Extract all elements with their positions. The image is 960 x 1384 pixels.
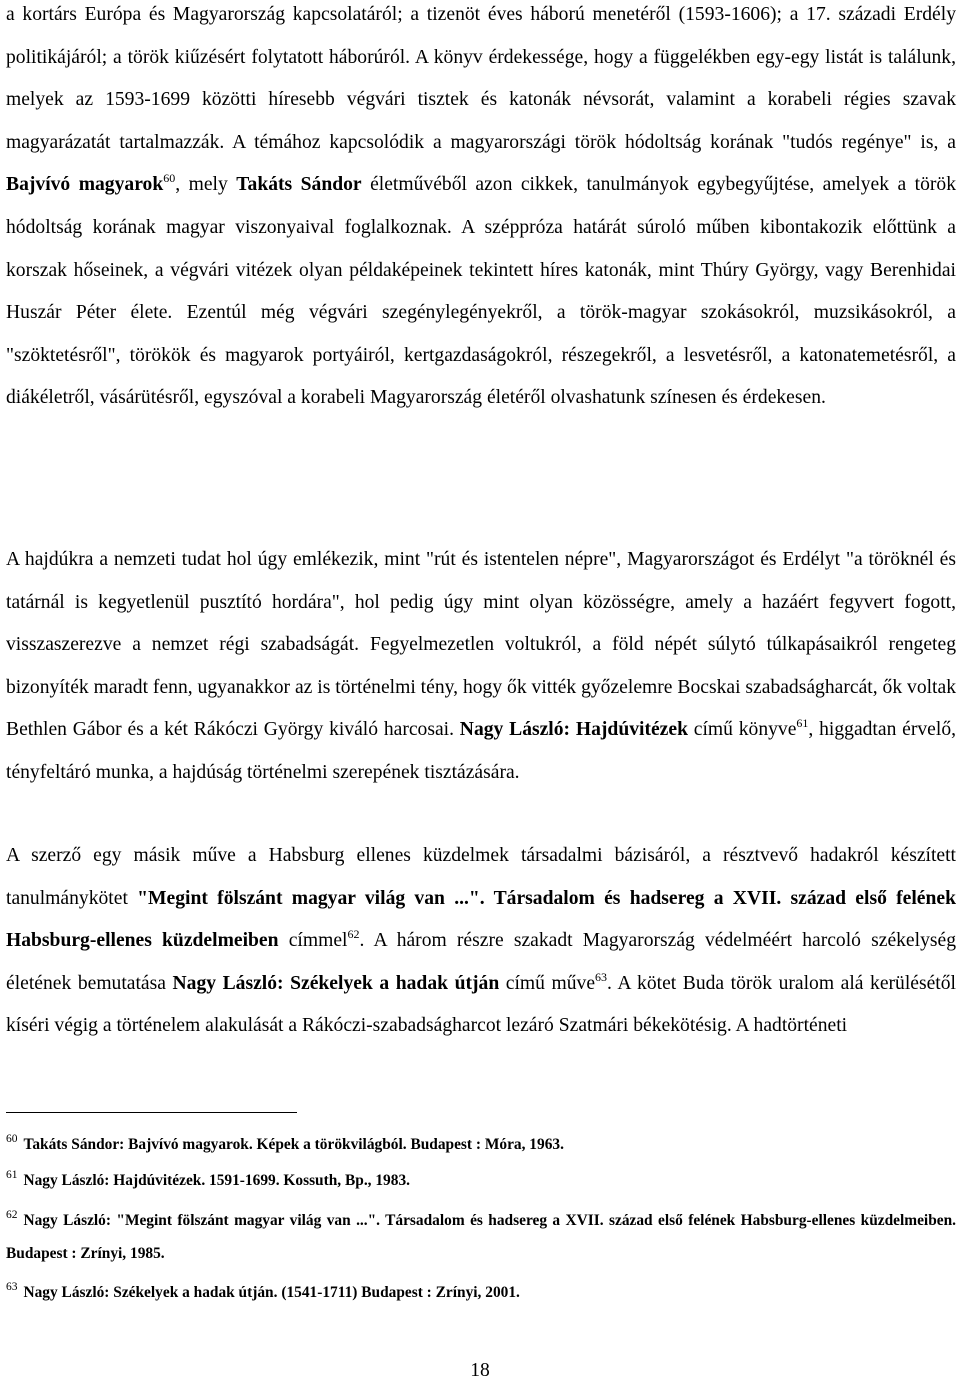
footnote-62 xyxy=(6,1204,956,1270)
body-paragraph-3 xyxy=(6,835,956,1048)
footnote-separator xyxy=(6,1112,297,1113)
bold-title-hajduvitezek: Nagy László: Hajdúvitézek xyxy=(459,719,688,741)
footnote-63 xyxy=(6,1276,956,1309)
text-run: , higgadtan érvelő, tényfeltáró munka, a hajdúság történelmi szerepének tisztázására. xyxy=(6,719,957,783)
text-run: címmel xyxy=(278,930,348,952)
text-run: A szerző egy másik műve a Habsburg ellenes küzdelmek társadalmi bázisáról, a résztvevő hadakról készített tanulmánykötet xyxy=(6,845,956,909)
text-run: . A kötet Buda török uralom alá kerülésétől kíséri végig a történelem alakulását a Rákóczi-szabadságharcot lezáró Szatmári békekötésig. A hadtörténeti xyxy=(6,972,956,1037)
text-run: című műve xyxy=(499,972,596,994)
footnote-ref-60[interactable]: 60 xyxy=(163,171,176,186)
bold-title-szekelyek: Nagy László: Székelyek a hadak útján xyxy=(172,972,500,994)
footnote-number: 62 xyxy=(6,1209,18,1221)
text-run: , mely xyxy=(175,174,237,196)
body-paragraph-1 xyxy=(6,0,956,420)
footnote-60 xyxy=(6,1128,956,1161)
text-run: a kortárs Európa és Magyarország kapcsolatáról; a tizenöt éves háború menetéről (1593-1606); a 17. századi Erdély politikájáról; a török kiűzésért folytatott háborúról. A könyv érdekessége, hogy a függelékben egy-egy listát is találunk, melyek az 1593-1699 közötti híresebb végvári tisztek és katonák névsorát, valamint a korabeli régies szavak magyarázatát tartalmazzák. A témához kapcsolódik a magyarországi török hódoltság korának "tudós regénye" is, a xyxy=(6,4,956,153)
text-run: A hajdúkra a nemzeti tudat hol úgy emlékezik, mint "rút és istentelen népre", Magyarországot és Erdélyt "a töröknél és tatárnál is kegyetlenül pusztító hordára", hol pedig úgy mint olyan közösségre, amely a hazáért fegyvert fogott, visszaszerezve a nemzet régi szabadságát. Fegyelmezetlen voltukról, a föld népét súlytó túlkapásaikról rengeteg bizonyíték maradt fenn, ugyanakkor az is történelmi tény, hogy ők vitték győzelemre Bocskai szabadságharcát, ők voltak Bethlen Gábor és a két Rákóczi György kiváló harcosai. xyxy=(6,549,956,741)
footnote-text: Nagy László: "Megint fölszánt magyar világ van ...". Társadalom és hadsereg a XVII. század első felének Habsburg-ellenes küzdelmeiben. Budapest : Zrínyi, 1985. xyxy=(6,1212,956,1262)
footnote-ref-62[interactable]: 62 xyxy=(347,927,360,942)
bold-author-takats-sandor: Takáts Sándor xyxy=(236,174,362,196)
footnote-text: Nagy László: Székelyek a hadak útján. (1541-1711) Budapest : Zrínyi, 2001. xyxy=(23,1284,520,1301)
bold-title-megint-folszant: "Megint fölszánt magyar világ van ...". Társadalom és hadsereg a XVII. század első felének Habsburg-ellenes küzdelmeiben xyxy=(6,887,956,952)
bold-title-bajvivo-magyarok: Bajvívó magyarok xyxy=(6,174,164,196)
page-number: 18 xyxy=(470,1360,490,1381)
body-paragraph-2 xyxy=(6,539,956,795)
footnote-number: 60 xyxy=(6,1133,18,1145)
text-run: . A három részre szakadt Magyarország védelméért harcoló székelység életének bemutatása xyxy=(6,930,956,994)
text-run: életművéből azon cikkek, tanulmányok egybegyűjtése, amelyek a török hódoltság korának magyar viszonyaival foglalkoznak. A széppróza határát súroló műben kibontakozik előttünk a korszak hőseinek, a végvári vitézek olyan példaképeinek tekintett híres katonák, mint Thúry György, vagy Berenhidai Huszár Péter élete. Ezentúl még végvári szegénylegényekről, a török-magyar szokásokról, muzsikásokról, a "szöktetésről", törökök és magyarok portyáiról, kertgazdaságokról, részegekről, a lesvetésről, a katonatemetésről, a diákéletről, vásárütésről, egyszóval a korabeli Magyarország életéről olvashatunk színesen és érdekesen. xyxy=(6,174,957,409)
footnote-61 xyxy=(6,1164,956,1197)
footnote-number: 63 xyxy=(6,1281,18,1293)
footnote-text: Takáts Sándor: Bajvívó magyarok. Képek a törökvilágból. Budapest : Móra, 1963. xyxy=(23,1136,564,1153)
text-run: című könyve xyxy=(687,719,797,741)
footnote-text: Nagy László: Hajdúvitézek. 1591-1699. Kossuth, Bp., 1983. xyxy=(23,1172,410,1189)
footnote-ref-63[interactable]: 63 xyxy=(595,969,608,984)
footnote-ref-61[interactable]: 61 xyxy=(796,716,809,731)
footnote-number: 61 xyxy=(6,1169,18,1181)
